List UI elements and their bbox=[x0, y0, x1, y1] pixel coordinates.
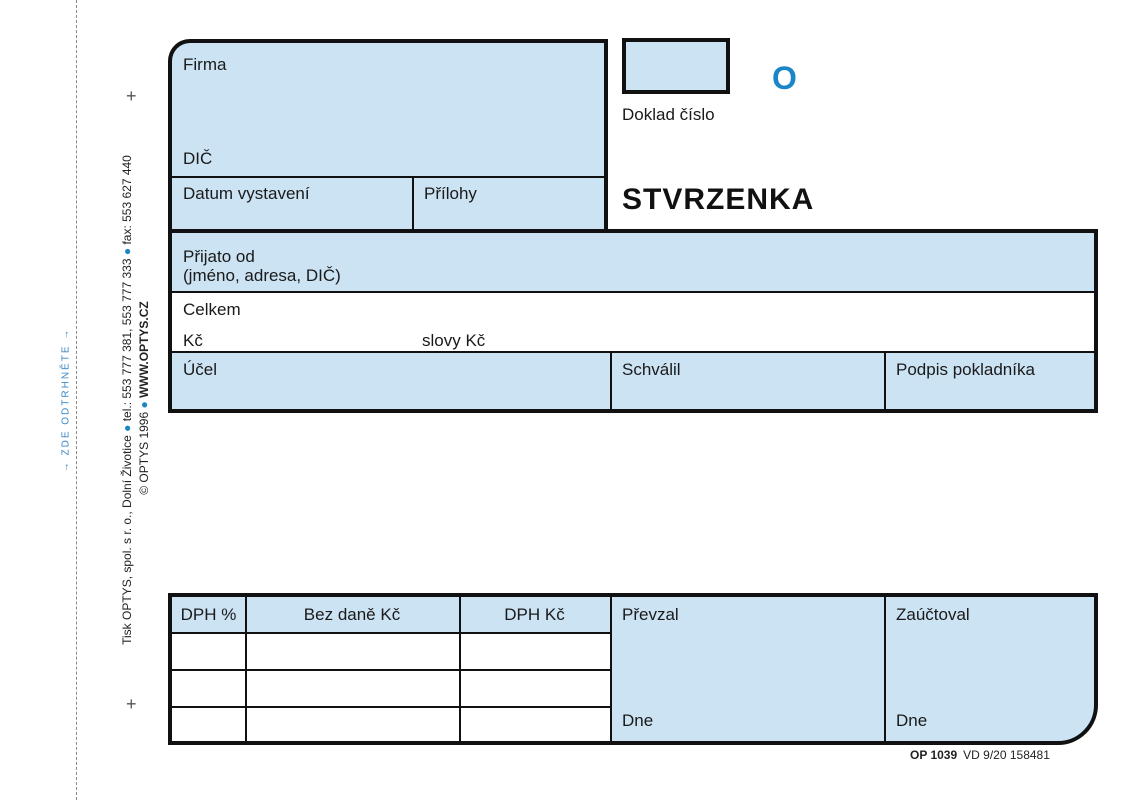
divider bbox=[172, 706, 610, 708]
header-block bbox=[168, 39, 608, 232]
dic-label: DIČ bbox=[183, 149, 213, 168]
tear-line bbox=[76, 0, 77, 800]
vat-block bbox=[168, 593, 1098, 745]
prevzal-label: Převzal bbox=[622, 605, 679, 624]
form-title: STVRZENKA bbox=[622, 183, 815, 216]
tear-instruction: → ZDE ODTRHNĚTE → bbox=[60, 327, 72, 473]
firma-label: Firma bbox=[183, 55, 227, 74]
vat-col-vat: DPH Kč bbox=[504, 605, 565, 624]
doklad-cislo-label: Doklad číslo bbox=[622, 105, 715, 124]
divider bbox=[884, 351, 886, 409]
bullet-icon: ● bbox=[120, 421, 134, 432]
podpis-pokladnika-label: Podpis pokladníka bbox=[896, 360, 1035, 379]
zauctoval-label: Zaúčtoval bbox=[896, 605, 970, 624]
form-code bbox=[910, 748, 1050, 762]
imprint-fax: fax: 553 627 440 bbox=[120, 155, 134, 245]
crop-mark-top: + bbox=[126, 86, 137, 106]
document-number-box[interactable] bbox=[622, 38, 730, 94]
prijato-od-sublabel: (jméno, adresa, DIČ) bbox=[183, 266, 341, 285]
printer-imprint-line1 bbox=[120, 155, 134, 645]
bullet-icon: ● bbox=[137, 397, 151, 409]
vat-col-base: Bez daně Kč bbox=[303, 605, 401, 624]
imprint-phone: tel.: 553 777 381, 553 777 333 bbox=[120, 258, 134, 422]
main-block bbox=[168, 229, 1098, 413]
divider bbox=[412, 176, 414, 236]
vat-table-body[interactable] bbox=[172, 632, 610, 745]
printer-imprint-line2 bbox=[137, 301, 151, 494]
divider bbox=[172, 669, 610, 671]
imprint-copyright: © OPTYS 1996 bbox=[137, 411, 151, 495]
o-mark: O bbox=[772, 60, 797, 96]
divider bbox=[610, 351, 612, 409]
form-version: VD 9/20 158481 bbox=[963, 748, 1050, 762]
divider bbox=[172, 632, 610, 634]
form-code-number: OP 1039 bbox=[910, 748, 958, 762]
dne-label-2: Dne bbox=[896, 711, 928, 730]
celkem-label: Celkem bbox=[183, 300, 241, 319]
prilohy-label: Přílohy bbox=[424, 184, 477, 203]
celkem-field[interactable] bbox=[172, 293, 1094, 351]
divider bbox=[172, 176, 608, 178]
divider bbox=[884, 597, 886, 745]
bullet-icon: ● bbox=[120, 244, 134, 256]
dne-label-1: Dne bbox=[622, 711, 654, 730]
kc-label: Kč bbox=[183, 331, 203, 350]
ucel-label: Účel bbox=[183, 360, 218, 379]
crop-mark-bottom: + bbox=[126, 694, 137, 714]
vat-col-rate: DPH % bbox=[180, 605, 237, 624]
imprint-company: Tisk OPTYS, spol. s r. o., Dolní Životice bbox=[120, 435, 134, 645]
divider bbox=[610, 597, 612, 745]
datum-vystaveni-label: Datum vystavení bbox=[183, 184, 310, 203]
schvalil-label: Schválil bbox=[622, 360, 681, 379]
imprint-website: WWW.OPTYS.CZ bbox=[137, 301, 151, 398]
prijato-od-label: Přijato od bbox=[183, 247, 255, 266]
slovy-kc-label: slovy Kč bbox=[422, 331, 486, 350]
